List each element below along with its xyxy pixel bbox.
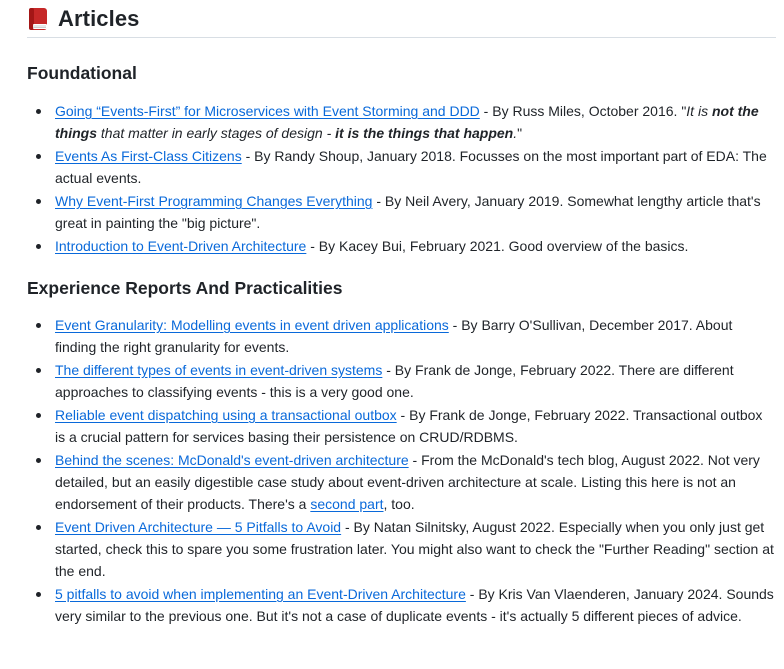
article-link[interactable]: Event Driven Architecture — 5 Pitfalls to Avoid <box>55 519 342 535</box>
book-icon <box>27 7 49 31</box>
article-meta: - By Kacey Bui, February 2021. Good overview of the basics. <box>306 238 689 254</box>
item-end: , too. <box>383 496 415 512</box>
quote-part-bold: not the things <box>55 103 759 141</box>
article-link[interactable]: Introduction to Event-Driven Architecture <box>55 238 307 254</box>
article-meta: - By Barry O'Sullivan, December 2017. About finding the right granularity for events. <box>55 317 733 355</box>
list-item <box>27 100 776 144</box>
section-heading-experience-reports: Experience Reports And Practicalities <box>27 278 343 298</box>
article-link[interactable]: 5 pitfalls to avoid when implementing an Event-Driven Architecture <box>55 586 466 602</box>
list-item <box>27 145 776 189</box>
article-meta: - By Natan Silnitsky, August 2022. Especially when you only just get started, check this to spare you some frustration later. You might also want to check the "Further Reading" section at the end. <box>55 519 774 579</box>
article-link[interactable]: Behind the scenes: McDonald's event-driven architecture <box>55 452 409 468</box>
article-link[interactable]: Why Event-First Programming Changes Everything <box>55 193 373 209</box>
list-item <box>27 314 776 358</box>
quote-end: " <box>517 125 523 141</box>
article-link[interactable]: Going “Events-First” for Microservices with Event Storming and DDD <box>55 103 480 119</box>
article-link[interactable]: Event Granularity: Modelling events in event driven applications <box>55 317 449 333</box>
quote-part: that matter in early stages of design - <box>97 125 336 141</box>
quote-part: It is <box>686 103 712 119</box>
list-item <box>27 516 776 582</box>
article-meta: - By Neil Avery, January 2019. Somewhat lengthy article that's great in painting the "big picture". <box>55 193 761 231</box>
article-meta: - By Russ Miles, October 2016. " <box>479 103 687 119</box>
section-heading-foundational: Foundational <box>27 63 137 83</box>
list-item <box>27 404 776 448</box>
page-title: Articles <box>58 5 140 31</box>
list-item <box>27 190 776 234</box>
list-item <box>27 359 776 403</box>
quote-part-bold: it is the things that happen <box>335 125 514 141</box>
article-meta: - By Frank de Jonge, February 2022. Transactional outbox is a crucial pattern for services basing their persistence on CRUD/RDBMS. <box>55 407 763 445</box>
article-link[interactable]: Reliable event dispatching using a transactional outbox <box>55 407 397 423</box>
page-header <box>27 0 776 38</box>
article-meta: - By Frank de Jonge, February 2022. There are different approaches to classifying events - this is a very good one. <box>55 362 734 400</box>
list-item <box>27 449 776 515</box>
article-meta: - From the McDonald's tech blog, August 2022. Not very detailed, but an easily digestible case study about event-driven architecture at scale. Listing this here is not an endorsement of their products. There's a <box>55 452 760 512</box>
article-link[interactable]: Events As First-Class Citizens <box>55 148 242 164</box>
quote-part: . <box>513 125 518 141</box>
list-item <box>27 235 776 257</box>
article-list-experience-reports <box>27 314 776 627</box>
article-meta: - By Randy Shoup, January 2018. Focusses on the most important part of EDA: The actual events. <box>55 148 767 186</box>
article-meta: - By Kris Van Vlaenderen, January 2024. Sounds very similar to the previous one. But it's not a case of duplicate events - it's actually 5 different pieces of advice. <box>55 586 774 624</box>
article-link[interactable]: The different types of events in event-driven systems <box>55 362 383 378</box>
article-list-foundational <box>27 100 776 257</box>
list-item <box>27 583 776 627</box>
second-part-link[interactable]: second part <box>310 496 384 512</box>
